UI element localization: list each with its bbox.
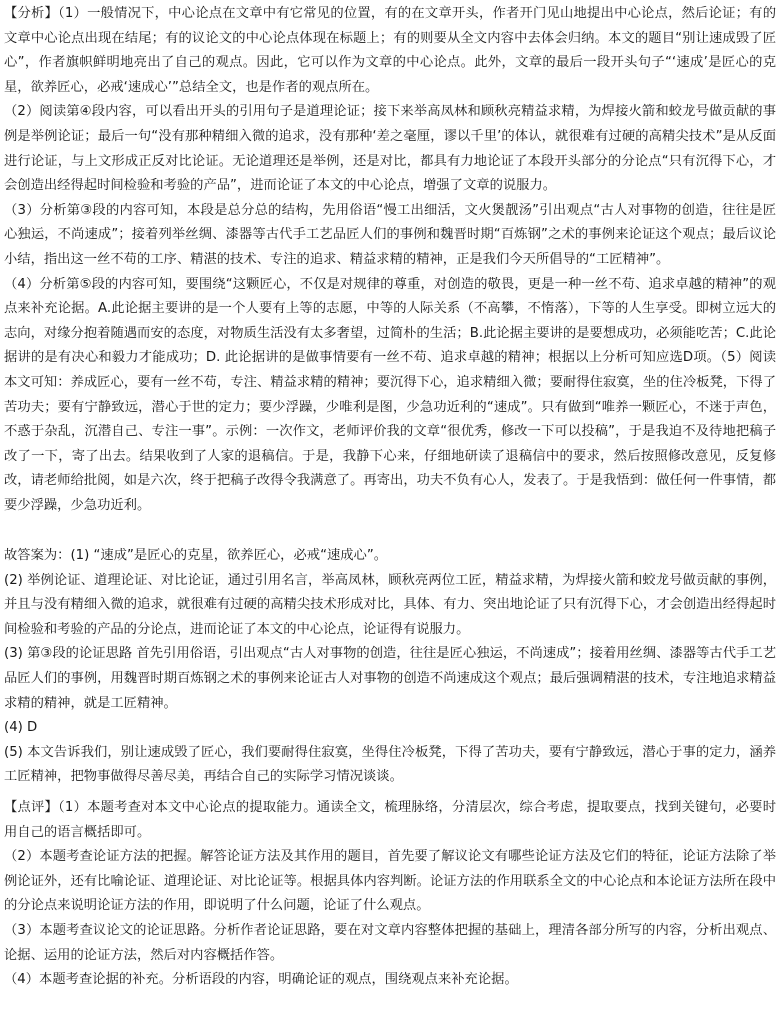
comment-paragraph-2: （2）本题考查论证方法的把握。解答论证方法及其作用的题目，首先要了解议论文有哪些论证方法及它们的特征，论证方法除了举例论证外，还有比喻论证、道理论证、对比论证等。根据具体内容判断。论证方法的作用联系全文的中心论点和本论证方法所在段中的分论点来说明论证方法的作用，即说明了什么问题，论证了什么观点。 xyxy=(4,849,776,914)
answer-line-1: 故答案为：(1) “速成”是匠心的克星，欲养匠心，必戒“速成心”。 xyxy=(4,548,388,563)
analysis-paragraph-3: （3）分析第③段的内容可知，本段是总分总的结构，先用俗语“慢工出细活，文火煲靓汤”引出观点“古人对事物的创造，往往是匠心独运，不尚速成”；接着列举丝绸、漆器等古代手工艺品匠人们的事例和魏晋时期“百炼钢”之术的事例来论证这个观点；最后议论小结，指出这一丝不苟的工序、精湛的技术、专注的追求、精益求精的精神，正是我们今天所倡导的“工匠精神”。 xyxy=(4,202,776,267)
comment-paragraph-4: （4）本题考查论据的补充。分析语段的内容，明确论证的观点，围绕观点来补充论据。 xyxy=(4,972,518,988)
analysis-paragraph-2: （2）阅读第④段内容，可以看出开头的引用句子是道理论证；接下来举高凤林和顾秋亮精益求精，为焊接火箭和蛟龙号做贡献的事例是举例论证；最后一句“没有那种精细入微的追求，没有那种‘差之毫厘，谬以千里’的体认，就很难有过硬的高精尖技术”是从反面进行论证，与上文形成正反对比论证。无论道理还是举例，还是对比，都具有力地论证了本段开头部分的分论点“只有沉得下心，才会创造出经得起时间检验和考验的产品”，进而论证了本文的中心论点，增强了文章的说服力。 xyxy=(4,104,776,194)
answer-line-5: (5) 本文告诉我们，别让速成毁了匠心，我们要耐得住寂寞，坐得住冷板凳，下得了苦功夫，要有宁静致远，潜心于事的定力，涵养工匠精神，把物事做得尽善尽美，再结合自己的实际学习情况谈谈。 xyxy=(4,744,776,785)
comment-paragraph-1: 【点评】（1）本题考查对本文中心论点的提取能力。通读全文，梳理脉络，分清层次，综合考虑，提取要点，找到关键句，必要时用自己的语言概括即可。 xyxy=(4,800,776,840)
comment-paragraph-3: （3）本题考查议论文的论证思路。分析作者论证思路，要在对文章内容整体把握的基础上，理清各部分所写的内容，分析出观点、论据、运用的论证方法，然后对内容概括作答。 xyxy=(4,922,776,963)
answer-line-3: (3) 第③段的论证思路 首先引用俗语，引出观点“古人对事物的创造，往往是匠心独运，不尚速成”；接着用丝绸、漆器等古代手工艺品匠人们的事例，用魏晋时期百炼钢之术的事例来论证古人对事物的创造不尚速成这个观点；最后强调精湛的技术，专注地追求精益求精的精神，就是工匠精神。 xyxy=(4,646,776,711)
answer-line-4: (4) D xyxy=(4,720,38,736)
analysis-paragraph-1: 【分析】（1）一般情况下，中心论点在文章中有它常见的位置，有的在文章开头，作者开门见山地提出中心论点，然后论证；有的文章中心论点出现在结尾；有的议论文的中心论点体现在标题上；有的则要从全文内容中去体会归纳。本文的题目“别让速成毁了匠心”，作者旗帜鲜明地亮出了自己的观点。因此，它可以作为文章的中心论点。此外，文章的最后一段开头句子“‘速成’是匠心的克星，欲养匠心，必戒‘速成心’”总结全文，也是作者的观点所在。 xyxy=(4,6,776,95)
analysis-section xyxy=(4,2,776,518)
comment-section xyxy=(4,796,776,993)
answer-line-2: (2) 举例论证、道理论证、对比论证，通过引用名言，举高凤林，顾秋亮两位工匠，精益求精，为焊接火箭和蛟龙号做贡献的事例，并且与没有精细入微的追求，就很难有过硬的高精尖技术形成对比，具体、有力、突出地论证了只有沉得下心，才会创造出经得起时间检验和考验的产品的分论点，进而论证了本文的中心论点，论证得有说服力。 xyxy=(4,572,776,637)
analysis-paragraph-4: （4）分析第⑤段的内容可知，要围绕“这颗匠心，不仅是对规律的尊重，对创造的敬畏，更是一种一丝不苟、追求卓越的精神”的观点来补充论据。A.此论据主要讲的是一个人要有上等的志愿，中等的人际关系（不高攀，不惰落），下等的人生享受。即树立远大的志向，对缘分抱着随遇而安的态度，对物质生活没有太多奢望，过简朴的生活；B.此论据主要讲的是要想成功，必须能吃苦；C.此论据讲的是有决心和毅力才能成功；D. 此论据讲的是做事情要有一丝不苟、追求卓越的精神；根据以上分析可知应选D项。（5）阅读本文可知：养成匠心，要有一丝不苟，专注、精益求精的精神；要沉得下心，追求精细入微；要耐得住寂寞，坐的住冷板凳，下得了苦功夫；要有宁静致远，潜心于世的定力；要少浮躁，少唯利是图，少急功近利的“速成”。只有做到“唯养一颗匠心，不迷于声色，不惑于杂乱，沉潜自己、专注一事”。示例：一次作文，老师评价我的文章“很优秀，修改一下可以投稿”，于是我迫不及待地把稿子改了一下，寄了出去。结果收到了人家的退稿信。于是，我静下心来，仔细地研读了退稿信中的要求，然后按照修改意见，反复修改，请老师给批阅，如是六次，终于把稿子改得令我满意了。再寄出，功夫不负有心人，发表了。于是我悟到：做任何一件事情，都要少浮躁，少急功近利。 xyxy=(4,276,776,513)
answer-section xyxy=(4,544,776,790)
